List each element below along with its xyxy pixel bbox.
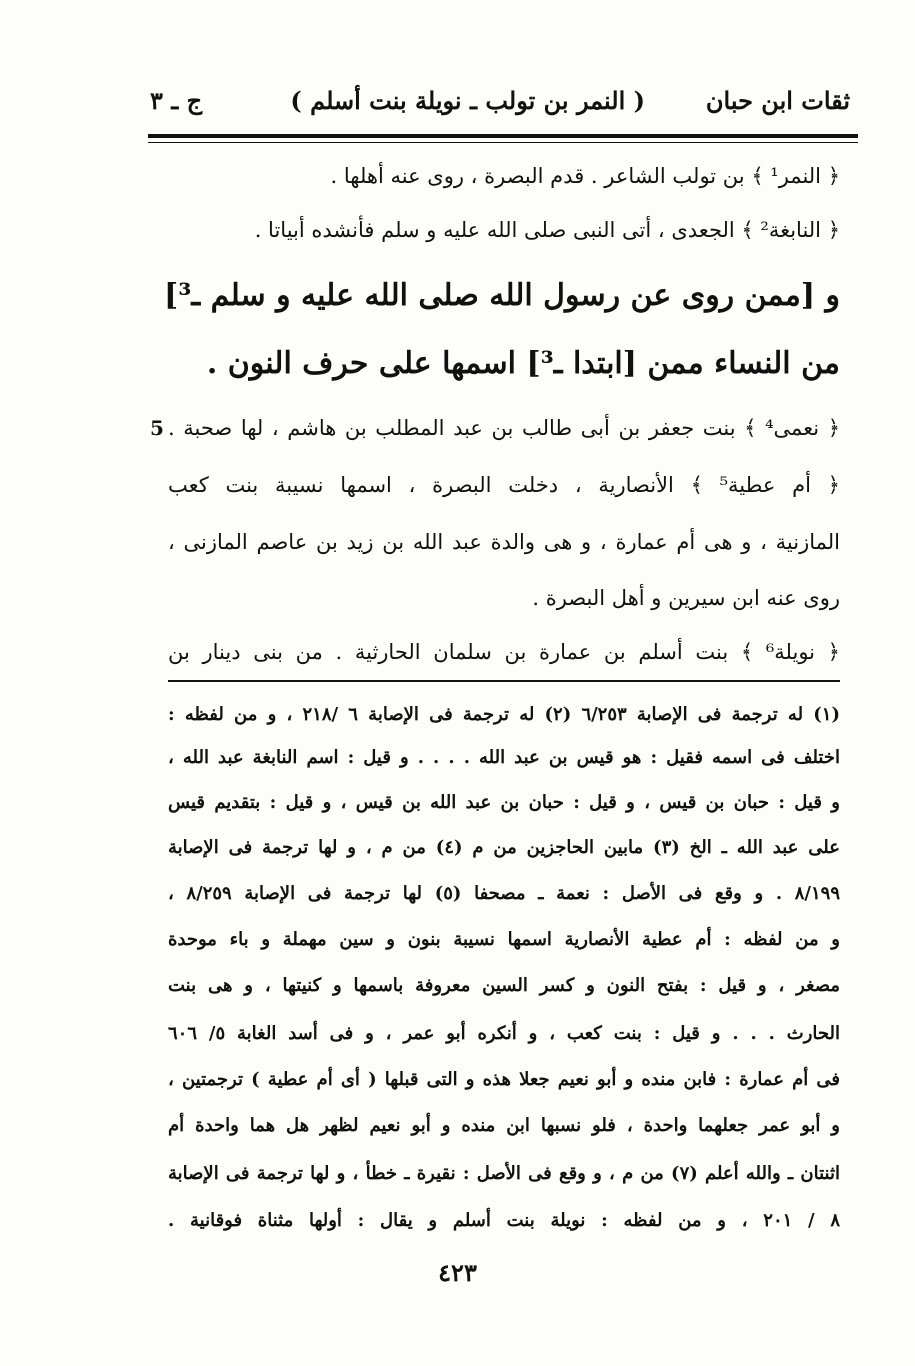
footnote-line: و من لفظه : أم عطية الأنصارية اسمها نسيبة بنون و سين مهملة و باء موحدة <box>168 929 840 950</box>
running-header <box>150 78 850 128</box>
footnote-line: ٨ / ٢٠١ ، و من لفظه : نويلة بنت أسلم و يقال : أولها مثناة فوقانية . <box>168 1210 841 1231</box>
header-rule-thin <box>148 142 858 143</box>
footnote-line: ٨/١٩٩ . و وقع فى الأصل : نعمة ـ مصحفا (٥) لها ترجمة فى الإصابة ٨/٢٥٩ ، <box>168 883 841 904</box>
text-line: ﴿ أم عطية⁵ ﴾ الأنصارية ، دخلت البصرة ، اسمها نسيبة بنت كعب <box>168 473 840 497</box>
text-line: ﴿ نعمى⁴ ﴾ بنت جعفر بن أبى طالب بن عبد المطلب بن هاشم ، لها صحبة . <box>168 416 840 440</box>
footnote-line: على عبد الله ـ الخ (٣) مابين الحاجزين من م (٤) من م ، و لها ترجمة فى الإصابة <box>168 837 840 858</box>
footnote-line: مصغر ، و قيل : بفتح النون و كسر السين معروفة باسمها و كنيتها ، و هى بنت <box>168 975 840 996</box>
footnote-line: (١) له ترجمة فى الإصابة ٦/٢٥٣ (٢) له ترجمة فى الإصابة ٦ /٢١٨ ، و من لفظه : <box>168 704 840 725</box>
footnote-line: و أبو عمر جعلهما واحدة ، فلو نسبها ابن منده و أبو نعيم لظهر هل هما واحدة أم <box>168 1115 840 1136</box>
volume-label: ج ـ ٣ <box>150 86 203 115</box>
section-heading: و [ممن روى عن رسول الله صلى الله عليه و سلم ـ³] <box>164 278 840 313</box>
page-number: ٤٢٣ <box>438 1258 477 1287</box>
text-line: ﴿ النابغة² ﴾ الجعدى ، أتى النبى صلى الله عليه و سلم فأنشده أبياتا . <box>254 218 840 242</box>
book-title: ثقات ابن حبان <box>705 86 850 115</box>
footnote-line: الحارث . . . و قيل : بنت كعب ، و أنكره أبو عمر ، و فى أسد الغابة ٥/ ٦٠٦ <box>168 1023 840 1044</box>
line-number-marker: 5 <box>150 416 164 440</box>
header-rule <box>148 134 858 138</box>
text-line: ﴿ نويلة⁶ ﴾ بنت أسلم بن عمارة بن سلمان الحارثية . من بنى دينار بن <box>168 640 840 664</box>
entry-range: ( النمر بن تولب ـ نويلة بنت أسلم ) <box>290 86 645 115</box>
footnote-line: فى أم عمارة : فابن منده و أبو نعيم جعلا هذه و التى قبلها ( أى أم عطية ) ترجمتين ، <box>168 1069 840 1090</box>
text-line: روى عنه ابن سيرين و أهل البصرة . <box>532 586 840 610</box>
section-heading: من النساء ممن [ابتدا ـ³] اسمها على حرف النون . <box>206 346 840 381</box>
text-line: ﴿ النمر¹ ﴾ بن تولب الشاعر . قدم البصرة ، روى عنه أهلها . <box>330 164 840 188</box>
footnote-line: و قيل : حبان بن قيس ، و قيل : حبان بن عبد الله بن قيس ، و قيل : بتقديم قيس <box>168 792 840 813</box>
footnote-line: اثنتان ـ والله أعلم (٧) من م ، و وقع فى الأصل : نقيرة ـ خطأ ، و لها ترجمة فى الإصابة <box>168 1163 841 1184</box>
footnote-line: اختلف فى اسمه فقيل : هو قيس بن عبد الله . . . . و قيل : اسم النابغة عبد الله ، <box>168 747 840 768</box>
text-line: المازنية ، و هى أم عمارة ، و هى والدة عبد الله بن زيد بن عاصم المازنى ، <box>168 530 840 554</box>
footnote-rule <box>168 680 840 682</box>
